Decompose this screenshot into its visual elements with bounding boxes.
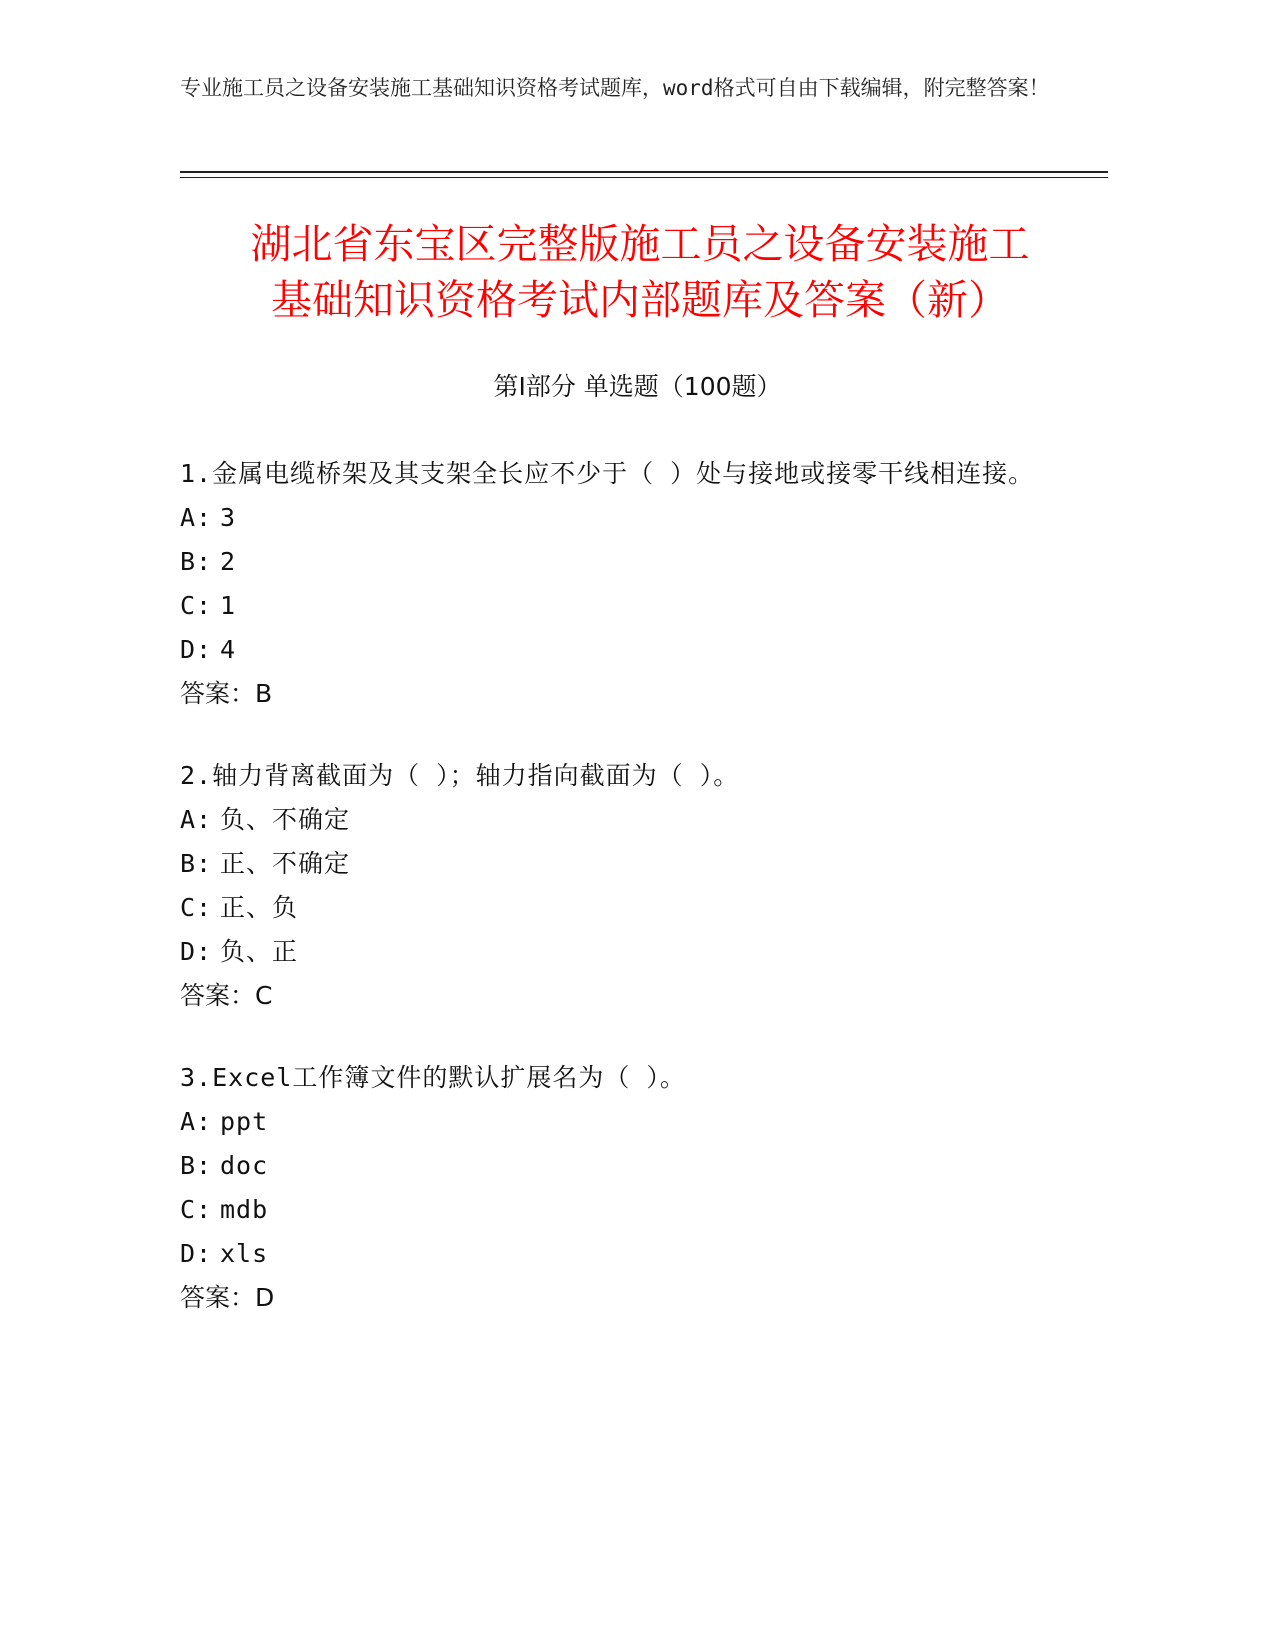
option-d	[180, 628, 1040, 672]
option-c	[180, 584, 1040, 628]
question-stem: 2.轴力背离截面为（ ）；轴力指向截面为（ ）。	[180, 761, 740, 790]
option-d	[180, 930, 1040, 974]
option-b	[180, 842, 1040, 886]
option-text: 负、正	[220, 937, 299, 966]
option-text: 正、负	[220, 893, 299, 922]
option-text: 4	[220, 635, 237, 664]
option-text: 1	[220, 591, 237, 620]
question-stem: 1.金属电缆桥架及其支架全长应不少于（ ）处与接地或接零干线相连接。	[180, 459, 1035, 488]
option-text: mdb	[220, 1195, 269, 1224]
question-stem: 3.Excel工作簿文件的默认扩展名为（ ）。	[180, 1063, 686, 1092]
option-a	[180, 496, 1040, 540]
option-c	[180, 886, 1040, 930]
option-key: C:	[180, 893, 213, 922]
option-text: 2	[220, 547, 237, 576]
option-text: doc	[220, 1151, 269, 1180]
document-title-line-2: 基础知识资格考试内部题库及答案（新）	[271, 276, 1009, 324]
option-key: B:	[180, 1151, 213, 1180]
option-d	[180, 1232, 1040, 1276]
option-a	[180, 798, 1040, 842]
header-divider-thick	[180, 171, 1108, 173]
question-1	[180, 452, 1040, 716]
option-text: 负、不确定	[220, 805, 351, 834]
option-key: A:	[180, 805, 213, 834]
option-key: A:	[180, 503, 213, 532]
header-note: 专业施工员之设备安装施工基础知识资格考试题库，word格式可自由下载编辑，附完整答案！	[180, 76, 1050, 100]
option-key: A:	[180, 1107, 213, 1136]
option-text: 3	[220, 503, 237, 532]
answer-line: 答案：B	[180, 679, 273, 708]
option-text: xls	[220, 1239, 269, 1268]
option-text: 正、不确定	[220, 849, 351, 878]
document-title	[150, 216, 1130, 328]
question-2	[180, 754, 1040, 1018]
option-c	[180, 1188, 1040, 1232]
option-a	[180, 1100, 1040, 1144]
option-key: D:	[180, 635, 213, 664]
option-key: B:	[180, 547, 213, 576]
option-key: C:	[180, 1195, 213, 1224]
option-key: D:	[180, 937, 213, 966]
option-key: B:	[180, 849, 213, 878]
question-3	[180, 1056, 1040, 1320]
answer-line: 答案：C	[180, 981, 273, 1010]
document-title-line-1: 湖北省东宝区完整版施工员之设备安装施工	[250, 220, 1030, 268]
answer-line: 答案：D	[180, 1283, 275, 1312]
option-key: C:	[180, 591, 213, 620]
option-text: ppt	[220, 1107, 269, 1136]
option-b	[180, 540, 1040, 584]
header-divider-thin	[180, 177, 1108, 178]
option-b	[180, 1144, 1040, 1188]
option-key: D:	[180, 1239, 213, 1268]
section-heading: 第Ⅰ部分 单选题（100题）	[493, 372, 782, 401]
question-list	[180, 452, 1040, 1358]
